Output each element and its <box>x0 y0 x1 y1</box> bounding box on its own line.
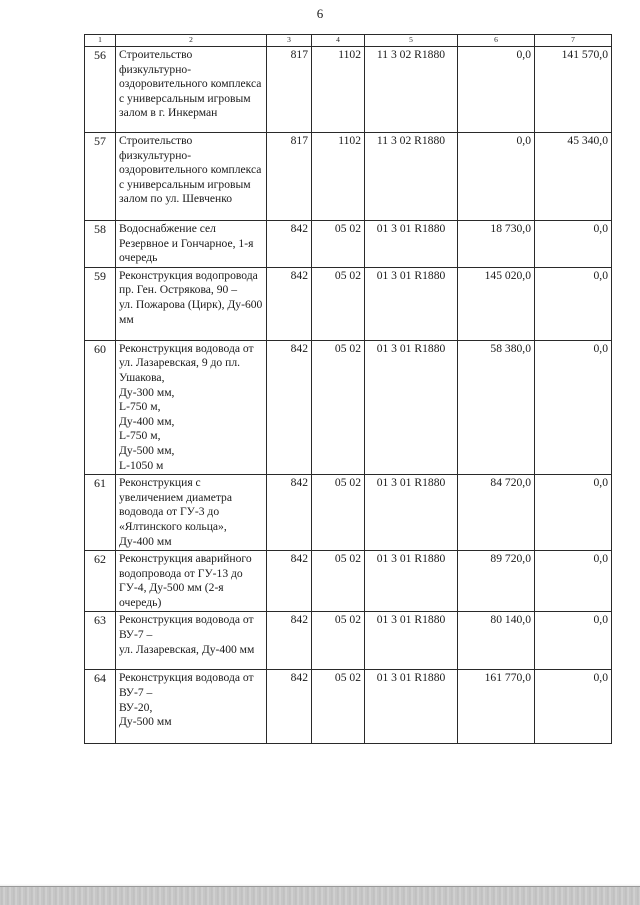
row-number: 63 <box>85 612 116 670</box>
amount-col6: 0,0 <box>458 133 535 221</box>
column-header: 2 <box>116 35 267 47</box>
target-article-code: 01 3 01 R1880 <box>365 551 458 612</box>
budget-table <box>84 34 612 744</box>
target-article-code: 01 3 01 R1880 <box>365 670 458 744</box>
target-article-code: 01 3 01 R1880 <box>365 267 458 340</box>
target-article-code: 01 3 01 R1880 <box>365 612 458 670</box>
department-code: 842 <box>267 340 312 474</box>
page-number: 6 <box>316 6 324 21</box>
amount-col7: 0,0 <box>535 340 612 474</box>
table-row <box>85 475 612 551</box>
section-code: 1102 <box>312 133 365 221</box>
section-code: 05 02 <box>312 340 365 474</box>
department-code: 842 <box>267 670 312 744</box>
amount-col6: 0,0 <box>458 47 535 133</box>
row-number: 64 <box>85 670 116 744</box>
row-number: 58 <box>85 221 116 268</box>
target-article-code: 11 3 02 R1880 <box>365 133 458 221</box>
object-name: Реконструкция с увеличением диаметра водовода от ГУ-3 до «Ялтинского кольца», Ду-400 мм <box>116 475 267 551</box>
object-name: Строительство физкультурно-оздоровительного комплекса с универсальным игровым залом по ул. Шевченко <box>116 133 267 221</box>
section-code: 05 02 <box>312 475 365 551</box>
department-code: 817 <box>267 133 312 221</box>
object-name: Реконструкция водовода от ВУ-7 – ВУ-20, Ду-500 мм <box>116 670 267 744</box>
column-header: 4 <box>312 35 365 47</box>
department-code: 842 <box>267 612 312 670</box>
row-number: 62 <box>85 551 116 612</box>
row-number: 56 <box>85 47 116 133</box>
column-header: 1 <box>85 35 116 47</box>
table-row <box>85 340 612 474</box>
amount-col7: 0,0 <box>535 475 612 551</box>
section-code: 05 02 <box>312 612 365 670</box>
target-article-code: 01 3 01 R1880 <box>365 221 458 268</box>
table-row <box>85 612 612 670</box>
section-code: 05 02 <box>312 221 365 268</box>
table-row <box>85 267 612 340</box>
amount-col6: 84 720,0 <box>458 475 535 551</box>
table-row <box>85 551 612 612</box>
budget-table-wrapper <box>84 34 611 744</box>
section-code: 05 02 <box>312 267 365 340</box>
section-code: 05 02 <box>312 670 365 744</box>
row-number: 59 <box>85 267 116 340</box>
target-article-code: 01 3 01 R1880 <box>365 340 458 474</box>
section-code: 05 02 <box>312 551 365 612</box>
amount-col6: 161 770,0 <box>458 670 535 744</box>
column-header: 3 <box>267 35 312 47</box>
object-name: Реконструкция водовода от ВУ-7 – ул. Лазаревская, Ду-400 мм <box>116 612 267 670</box>
table-row <box>85 133 612 221</box>
department-code: 842 <box>267 551 312 612</box>
department-code: 842 <box>267 267 312 340</box>
target-article-code: 11 3 02 R1880 <box>365 47 458 133</box>
table-row <box>85 670 612 744</box>
amount-col7: 0,0 <box>535 612 612 670</box>
amount-col7: 45 340,0 <box>535 133 612 221</box>
amount-col6: 80 140,0 <box>458 612 535 670</box>
amount-col7: 0,0 <box>535 670 612 744</box>
object-name: Реконструкция водопровода пр. Ген. Острякова, 90 – ул. Пожарова (Цирк), Ду-600 мм <box>116 267 267 340</box>
amount-col6: 18 730,0 <box>458 221 535 268</box>
object-name: Реконструкция аварийного водопровода от ГУ-13 до ГУ-4, Ду-500 мм (2-я очередь) <box>116 551 267 612</box>
amount-col6: 89 720,0 <box>458 551 535 612</box>
amount-col7: 0,0 <box>535 551 612 612</box>
amount-col7: 0,0 <box>535 267 612 340</box>
section-code: 1102 <box>312 47 365 133</box>
department-code: 842 <box>267 221 312 268</box>
row-number: 61 <box>85 475 116 551</box>
scan-bottom-strip <box>0 886 640 905</box>
table-row <box>85 221 612 268</box>
column-header: 5 <box>365 35 458 47</box>
table-row <box>85 47 612 133</box>
department-code: 817 <box>267 47 312 133</box>
column-header: 7 <box>535 35 612 47</box>
amount-col7: 141 570,0 <box>535 47 612 133</box>
column-header: 6 <box>458 35 535 47</box>
amount-col6: 145 020,0 <box>458 267 535 340</box>
target-article-code: 01 3 01 R1880 <box>365 475 458 551</box>
row-number: 57 <box>85 133 116 221</box>
table-header-row <box>85 35 612 47</box>
object-name: Строительство физкультурно-оздоровительного комплекса с универсальным игровым залом в г. Инкерман <box>116 47 267 133</box>
object-name: Водоснабжение сел Резервное и Гончарное, 1-я очередь <box>116 221 267 268</box>
row-number: 60 <box>85 340 116 474</box>
object-name: Реконструкция водовода от ул. Лазаревская, 9 до пл. Ушакова, Ду-300 мм, L-750 м, Ду-400 мм, L-750 м, Ду-500 мм, L-1050 м <box>116 340 267 474</box>
amount-col6: 58 380,0 <box>458 340 535 474</box>
amount-col7: 0,0 <box>535 221 612 268</box>
department-code: 842 <box>267 475 312 551</box>
